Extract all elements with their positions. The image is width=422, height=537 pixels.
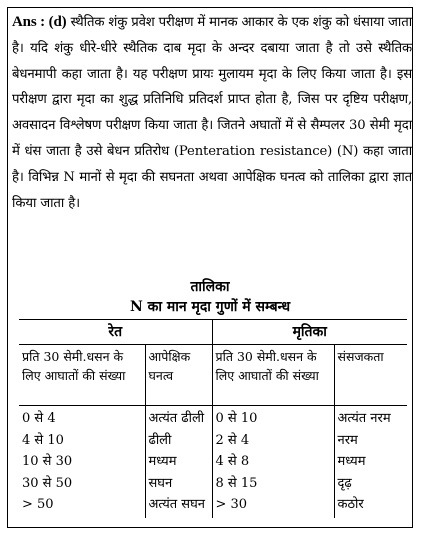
table-cell: 0 से 4 xyxy=(22,411,56,426)
table-cell: अत्यंत नरम xyxy=(337,411,391,426)
table-cell: 10 से 30 xyxy=(22,454,73,469)
table-cell: कठोर xyxy=(337,497,364,512)
table-cell: 30 से 50 xyxy=(22,475,73,491)
header-sand-blows: प्रति 30 सेमी.धसन के लिए आघातों की संख्या xyxy=(19,345,145,406)
sand-density-column xyxy=(145,406,212,518)
table-cell: 4 से 10 xyxy=(22,432,64,448)
table-cell: नरम xyxy=(337,432,358,448)
table-cell: सघन xyxy=(148,475,173,491)
clay-blows-column xyxy=(212,406,334,518)
group-clay: मृतिका xyxy=(212,320,407,345)
answer-paragraph xyxy=(12,10,412,216)
table-cell: 0 से 10 xyxy=(215,411,258,426)
soil-table xyxy=(19,319,407,518)
table-cell: अत्यंत सघन xyxy=(148,497,205,512)
clay-consistency-column xyxy=(334,406,407,518)
table-cell: अत्यंत ढीली xyxy=(148,411,205,426)
group-sand: रेत xyxy=(19,320,212,345)
header-relative-density: आपेक्षिक घनत्व xyxy=(145,345,212,406)
answer-text: स्थैतिक शंकु प्रवेश परीक्षण में मानक आकार के एक शंकु को धंसाया जाता है। यदि शंकु धीरे-धीरे स्थैतिक दाब मृदा के अन्दर दबाया जाता है तो उसे स्थैतिक बेधनमापी कहा जाता है। यह परीक्षण प्रायः मुलायम मृदा के लिए किया जाता है। इस परीक्षण द्वारा मृदा का शुद्ध प्रतिनिधि प्रतिदर्श प्राप्त होता है, जिस पर दृष्टिय परीक्षण, अवसादन विश्लेषण परीक्षण किया जाता है। जितने अघातों में से सैम्पलर 30 सेमी मृदा में धंस जाता है उसे बेधन प्रतिरोध (Penteration resistance) (N) कहा जाता है। विभिन्न N मानों से मृदा की सघनता अथवा आपेक्षिक घनत्व को तालिका द्वारा ज्ञात किया जाता है। xyxy=(12,15,412,211)
table-cell: 8 से 15 xyxy=(215,475,258,491)
table-cell: दृढ़ xyxy=(337,475,352,491)
table-cell: 2 से 4 xyxy=(215,432,250,448)
table-cell: मध्यम xyxy=(148,454,177,469)
answer-box xyxy=(7,7,413,528)
table-caption: तालिका xyxy=(190,279,230,295)
header-consistency: संसजकता xyxy=(334,345,407,406)
table-title: N का मान मृदा गुणों में सम्बन्ध xyxy=(129,299,291,315)
header-clay-blows: प्रति 30 सेमी.धसन के लिए आघातों की संख्या xyxy=(212,345,334,406)
sand-blows-column xyxy=(19,406,145,518)
table-cell: > 50 xyxy=(22,497,54,512)
answer-label: Ans : (d) xyxy=(12,14,67,30)
table-cell: > 30 xyxy=(215,497,248,512)
table-cell: ढीली xyxy=(148,432,172,448)
table-cell: मध्यम xyxy=(337,454,366,469)
table-cell: 4 से 8 xyxy=(215,454,250,469)
